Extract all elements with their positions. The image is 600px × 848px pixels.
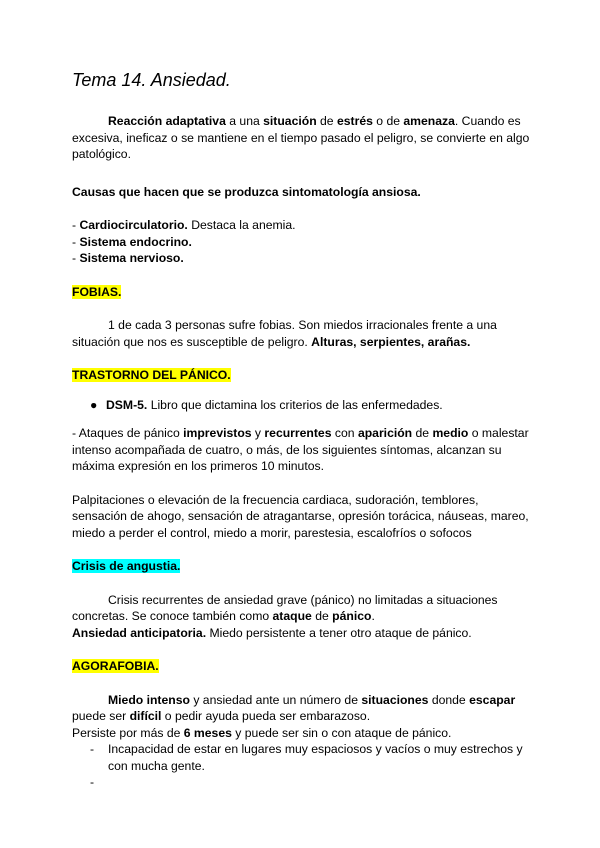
agora-heading-text: AGORAFOBIA. xyxy=(72,659,159,673)
cause-item-bold: Cardiocirculatorio. xyxy=(79,218,188,232)
dsm-bullet xyxy=(72,397,532,414)
panico-paragraph-1 xyxy=(72,425,532,475)
agora-paragraph-2 xyxy=(72,725,532,742)
causes-heading xyxy=(72,184,532,201)
agora-list-item-text: Incapacidad de estar en lugares muy espaciosos y vacíos o muy estrechos y con mucha gente. xyxy=(108,742,523,773)
cause-item xyxy=(72,234,532,251)
agora-bold-2: situaciones xyxy=(361,692,429,707)
crisis-text-2: de xyxy=(311,609,333,623)
crisis-heading-text: Crisis de angustia. xyxy=(72,559,181,573)
intro-bold-4: amenaza xyxy=(403,114,455,128)
agora-text-1: y ansiedad ante un número de xyxy=(189,692,362,707)
fobias-heading-text: FOBIAS. xyxy=(72,284,122,299)
crisis-text-3: . xyxy=(371,609,375,623)
cause-item-prefix: - xyxy=(72,251,80,265)
document-title: Tema 14. Ansiedad. xyxy=(72,70,231,90)
anticipatory-rest: Miedo persistente a tener otro ataque de pánico. xyxy=(206,625,472,640)
agora-text-2: donde xyxy=(428,692,470,707)
anticipatory-bold: Ansiedad anticipatoria. xyxy=(72,625,207,640)
dash-marker: - xyxy=(90,775,95,789)
intro-bold-1: Reacción adaptativa xyxy=(108,114,226,128)
panico-bold-2: recurrentes xyxy=(264,426,332,440)
intro-text-4: . Cuando es excesiva, ineficaz o se mantiene en el tiempo pasado el peligro, se convierte en algo patológico. xyxy=(72,114,530,161)
agora-list-item xyxy=(72,741,532,774)
agora-p2-text-2: y puede ser sin o con ataque de pánico. xyxy=(231,725,452,740)
agora-list-item-text xyxy=(108,774,532,791)
panico-bold-4: medio xyxy=(432,426,469,440)
cause-item-prefix: - xyxy=(72,234,80,249)
agora-p2-text-1: Persiste por más de xyxy=(72,725,184,740)
panico-text-2: y xyxy=(251,426,265,440)
fobias-bold: Alturas, serpientes, arañas. xyxy=(311,334,471,349)
anticipatory-paragraph xyxy=(72,625,532,642)
crisis-bold-2: pánico xyxy=(332,609,372,623)
panico-text-1: - Ataques de pánico xyxy=(72,426,184,440)
causes-heading-text: Causas que hacen que se produzca sintomatología ansiosa. xyxy=(72,184,421,199)
cause-item-rest: Destaca la anemia. xyxy=(187,218,296,232)
agora-list-item xyxy=(72,774,532,791)
agora-p2-bold: 6 meses xyxy=(183,725,232,740)
panico-text-5: o malestar intenso acompañada de cuatro, o más, de los siguientes síntomas, alcanzan su máxima expresión en los primeros 10 minutos. xyxy=(72,426,529,473)
panico-bold-1: imprevistos xyxy=(183,426,252,440)
panico-heading-text: TRASTORNO DEL PÁNICO. xyxy=(72,368,231,382)
agora-bold-1: Miedo intenso xyxy=(108,692,190,707)
intro-paragraph xyxy=(72,113,532,163)
intro-bold-2: situación xyxy=(263,114,317,128)
document-body xyxy=(72,113,532,791)
crisis-bold-1: ataque xyxy=(272,609,312,623)
agora-text-3: puede ser xyxy=(72,709,130,723)
intro-bold-3: estrés xyxy=(336,114,373,128)
crisis-paragraph xyxy=(72,592,532,625)
panico-heading xyxy=(72,367,532,384)
agora-heading xyxy=(72,658,532,675)
panico-symptoms-paragraph: Palpitaciones o elevación de la frecuencia cardiaca, sudoración, temblores, sensación de ahogo, sensación de atragantarse, opresión torácica, náuseas, mareo, miedo a perder el control, miedo a morir, parestesia, escalofríos o sofocos xyxy=(72,492,529,540)
dsm-rest: Libro que dictamina los criterios de las enfermedades. xyxy=(147,397,443,412)
dash-marker: - xyxy=(90,742,95,756)
intro-text-1: a una xyxy=(225,114,264,128)
fobias-paragraph xyxy=(72,317,532,350)
cause-item xyxy=(72,250,532,267)
cause-item xyxy=(72,217,532,234)
agora-bold-3: escapar xyxy=(469,692,516,707)
fobias-text: 1 de cada 3 personas sufre fobias. Son miedos irracionales frente a una situación que nos es susceptible de peligro. xyxy=(72,318,497,349)
fobias-heading xyxy=(72,284,532,301)
dsm-bold: DSM-5. xyxy=(106,397,148,412)
cause-item-bold: Sistema nervioso. xyxy=(79,251,184,265)
dsm-bullet-text xyxy=(106,397,443,414)
cause-item-prefix: - xyxy=(72,218,80,232)
intro-text-2: de xyxy=(316,114,337,128)
agora-bold-4: difícil xyxy=(129,709,162,723)
cause-item-bold: Sistema endocrino. xyxy=(79,234,192,249)
panico-text-4: de xyxy=(412,426,433,440)
panico-text-3: con xyxy=(331,426,358,440)
agora-paragraph-1 xyxy=(72,692,532,725)
panico-bold-3: aparición xyxy=(357,426,413,440)
bullet-dot-icon: ● xyxy=(90,397,98,412)
crisis-text-1: Crisis recurrentes de ansiedad grave (pánico) no limitadas a situaciones concretas. Se conoce también como xyxy=(72,592,498,623)
agora-text-4: o pedir ayuda pueda ser embarazoso. xyxy=(161,709,371,723)
crisis-heading xyxy=(72,558,532,575)
intro-text-3: o de xyxy=(372,114,404,128)
